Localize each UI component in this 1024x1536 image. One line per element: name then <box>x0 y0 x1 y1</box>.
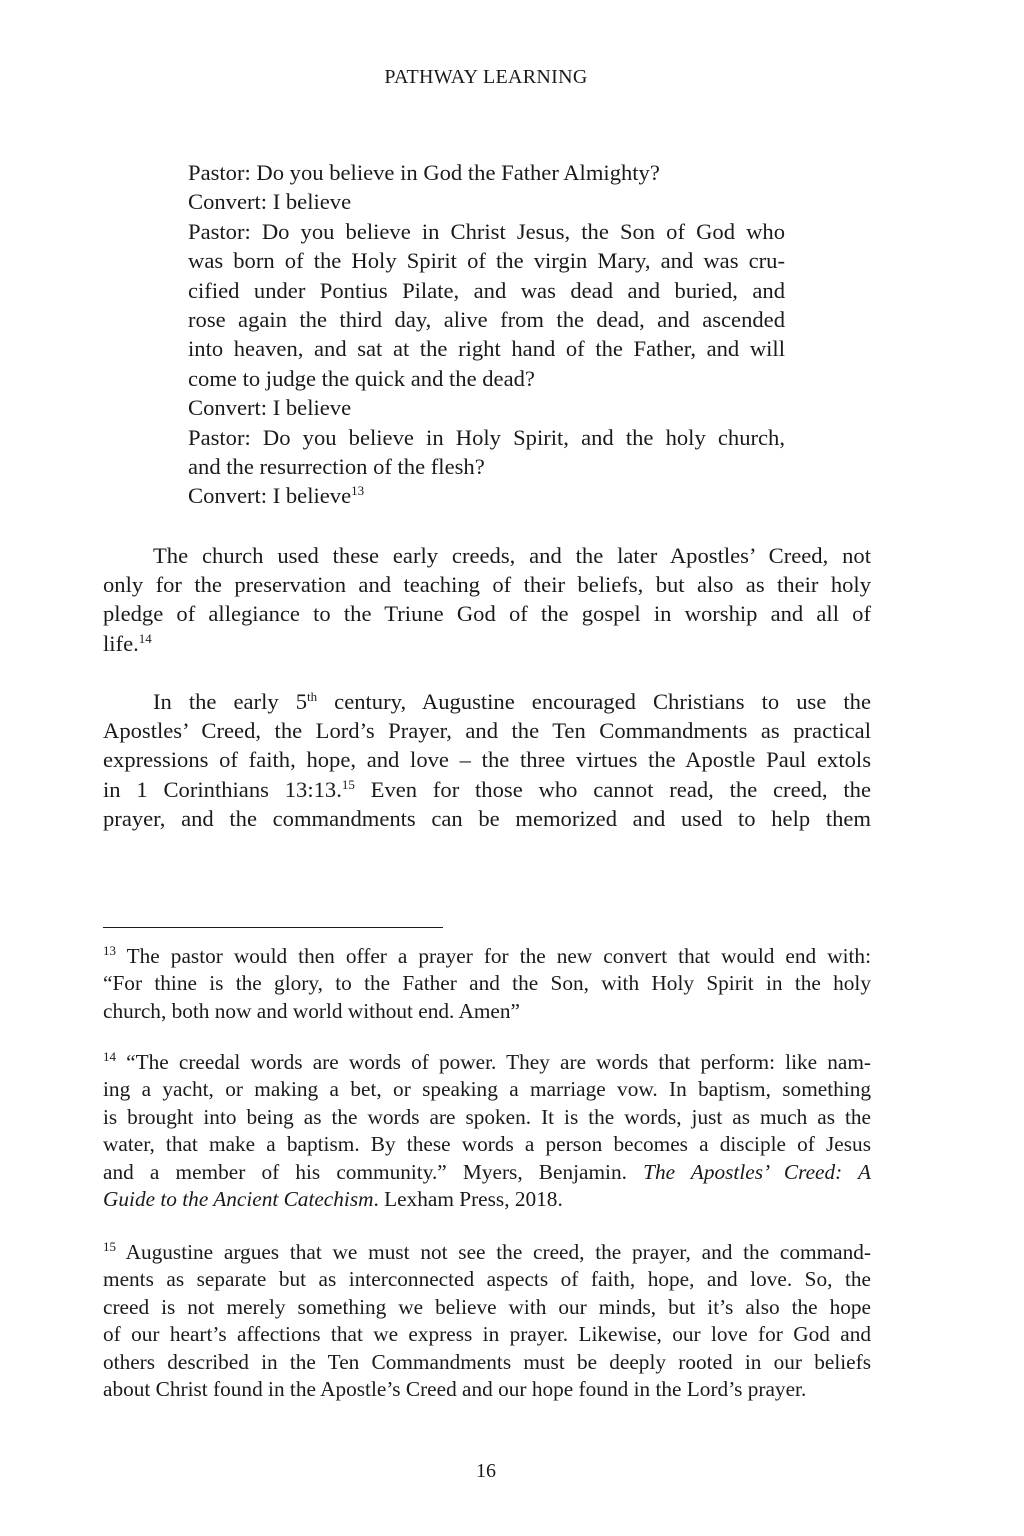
footnote-15 <box>103 1239 871 1403</box>
footnote-line: creed is not merely something we believe with our minds, but it’s also the hope <box>103 1294 871 1319</box>
footnote-14 <box>103 1049 871 1213</box>
dialogue-line: and the resurrection of the flesh? <box>188 454 485 480</box>
book-title: The Apostles’ Creed: A <box>643 1159 871 1184</box>
dialogue-line: into heaven, and sat at the right hand of the Father, and will <box>188 336 785 362</box>
footnote-ref-14[interactable]: 14 <box>138 630 152 646</box>
dialogue-line: come to judge the quick and the dead? <box>188 365 535 391</box>
footnote-number: 14 <box>103 1049 116 1064</box>
dialogue-line: rose again the third day, alive from the dead, and ascended <box>188 307 785 333</box>
body-paragraph-2 <box>103 687 871 833</box>
footnote-line <box>103 1239 871 1266</box>
footnote-text: . Lexham Press, 2018. <box>373 1187 563 1212</box>
paragraph-text: In the early 5 <box>153 689 307 714</box>
creed-dialogue <box>188 158 785 511</box>
footnote-line <box>103 943 871 970</box>
footnote-line <box>103 1186 871 1213</box>
dialogue-line: cified under Pontius Pilate, and was dead and buried, and <box>188 277 785 303</box>
footnote-ref-13[interactable]: 13 <box>351 483 365 499</box>
footnote-line: about Christ found in the Apostle’s Creed and our hope found in the Lord’s prayer. <box>103 1377 807 1402</box>
paragraph-line: only for the preservation and teaching of their beliefs, but also as their holy <box>103 572 871 598</box>
dialogue-line: Pastor: Do you believe in God the Father Almighty? <box>188 160 660 185</box>
paragraph-line: pledge of allegiance to the Triune God of the gospel in worship and all of <box>103 601 871 627</box>
dialogue-line: Convert: I believe <box>188 189 352 215</box>
dialogue-text: Convert: I believe <box>188 483 352 509</box>
book-title: Guide to the Ancient Catechism <box>103 1187 374 1212</box>
dialogue-line: was born of the Holy Spirit of the virgin Mary, and was cru- <box>188 248 785 274</box>
footnote-text: The pastor would then offer a prayer for the new convert that would end with: <box>116 944 871 968</box>
footnote-line: church, both now and world without end. Amen” <box>103 998 520 1023</box>
paragraph-text: life. <box>103 630 139 656</box>
dialogue-line: Pastor: Do you believe in Christ Jesus, the Son of God who <box>188 218 785 244</box>
footnote-number: 15 <box>103 1239 116 1254</box>
footnote-line: is brought into being as the words are spoken. It is the words, just as much as the <box>103 1104 871 1129</box>
ordinal-suffix: th <box>307 689 318 704</box>
paragraph-line: The church used these early creeds, and the later Apostles’ Creed, not <box>153 543 871 568</box>
body-paragraph-1 <box>103 541 871 658</box>
footnote-separator <box>103 927 443 928</box>
running-head: PATHWAY LEARNING <box>384 66 588 88</box>
footnote-line: ing a yacht, or making a bet, or speaking a marriage vow. In baptism, something <box>103 1077 871 1102</box>
paragraph-line: Apostles’ Creed, the Lord’s Prayer, and the Ten Commandments as practical <box>103 718 871 744</box>
paragraph-line <box>103 629 871 658</box>
paragraph-line <box>103 775 871 804</box>
dialogue-line: Pastor: Do you believe in Holy Spirit, and the holy church, <box>188 424 785 450</box>
dialogue-line <box>188 481 785 510</box>
footnote-line <box>103 1159 871 1186</box>
footnote-number: 13 <box>103 943 116 958</box>
footnote-text: and a member of his community.” Myers, Benjamin. <box>103 1159 644 1184</box>
footnote-13 <box>103 943 871 1025</box>
paragraph-line <box>103 687 871 716</box>
paragraph-text: Even for those who cannot read, the creed, the <box>354 776 871 802</box>
footnote-line: “For thine is the glory, to the Father and the Son, with Holy Spirit in the holy <box>103 971 871 996</box>
footnote-line: ments as separate but as interconnected aspects of faith, hope, and love. So, the <box>103 1267 871 1292</box>
footnote-text: Augustine argues that we must not see the creed, the prayer, and the command- <box>116 1240 871 1264</box>
footnote-line: others described in the Ten Commandments must be deeply rooted in our beliefs <box>103 1349 871 1374</box>
footnote-ref-15[interactable]: 15 <box>341 776 355 792</box>
paragraph-line: expressions of faith, hope, and love – the three virtues the Apostle Paul extols <box>103 747 871 773</box>
footnote-line: of our heart’s affections that we express in prayer. Likewise, our love for God and <box>103 1322 871 1347</box>
paragraph-text: in 1 Corinthians 13:13. <box>103 776 342 802</box>
footnote-line <box>103 1049 871 1076</box>
paragraph-text: century, Augustine encouraged Christians to use the <box>317 689 871 714</box>
dialogue-line: Convert: I believe <box>188 395 352 421</box>
page-number: 16 <box>476 1460 496 1482</box>
paragraph-line: prayer, and the commandments can be memorized and used to help them <box>103 805 871 831</box>
footnote-text: “The creedal words are words of power. They are words that perform: like nam- <box>116 1050 871 1074</box>
footnote-line: water, that make a baptism. By these words a person becomes a disciple of Jesus <box>103 1132 871 1157</box>
